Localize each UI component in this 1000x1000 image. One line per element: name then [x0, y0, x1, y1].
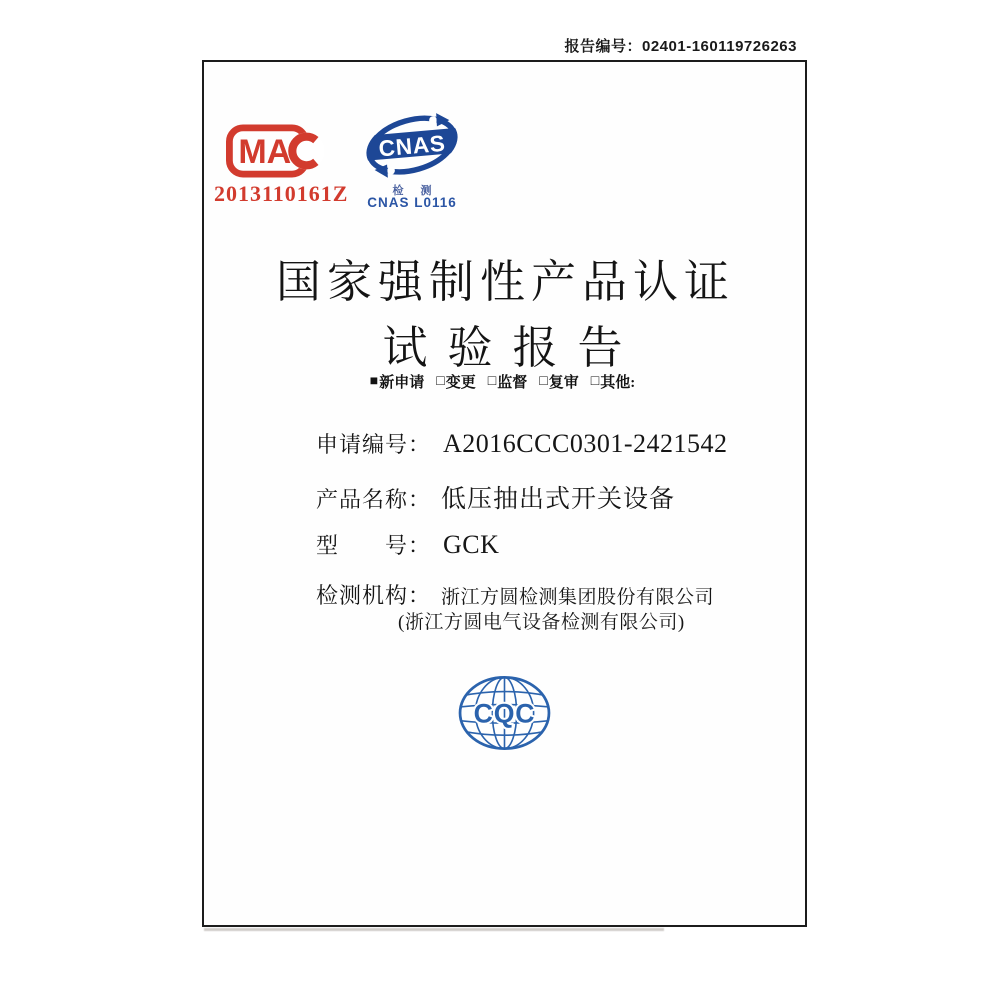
application-number-value: A2016CCC0301-2421542 [443, 429, 728, 458]
cqc-letters: CQC [473, 698, 536, 729]
field-product-name [316, 479, 675, 515]
report-number-label: 报告编号： [564, 38, 642, 55]
cnas-logo-icon [360, 110, 464, 184]
checkbox-label: 监督 [497, 375, 528, 391]
checkbox-unchecked-icon: □ [590, 373, 600, 389]
checkbox-label: 变更 [445, 375, 476, 391]
field-label: 型 号： [316, 533, 432, 558]
checkbox-label: 其他: [600, 375, 636, 391]
document-title-line1: 国家强制性产品认证 [275, 257, 735, 307]
product-name-value: 低压抽出式开关设备 [441, 486, 676, 513]
checkbox-label: 复审 [548, 375, 579, 391]
field-label: 申请编号： [316, 432, 432, 457]
cnas-letters: CNAS [377, 130, 447, 162]
field-model [316, 529, 499, 560]
field-application-number [316, 428, 727, 459]
checkbox-supervision [488, 371, 527, 392]
checkbox-review [539, 371, 578, 392]
report-number-value: 02401-160119726263 [642, 38, 797, 55]
cma-logo-icon [226, 118, 324, 184]
report-number [564, 35, 797, 56]
field-test-organization [316, 579, 714, 610]
cnas-caption: 检 测 [392, 185, 439, 197]
cqc-logo-icon [456, 675, 553, 751]
scan-edge-shadow [204, 928, 664, 931]
model-value: GCK [443, 530, 500, 559]
checkbox-change [436, 371, 475, 392]
cma-letters: MA [238, 133, 292, 172]
cnas-accreditation-number: CNAS L0116 [367, 195, 457, 210]
checkbox-checked-icon: ■ [369, 373, 379, 389]
checkbox-new-application [370, 371, 424, 392]
test-organization-value: 浙江方圆检测集团股份有限公司 [441, 587, 715, 608]
checkbox-unchecked-icon: □ [436, 373, 445, 389]
checkbox-label: 新申请 [379, 375, 425, 391]
field-label: 检测机构： [316, 583, 432, 608]
test-organization-value-line2: (浙江方圆电气设备检测有限公司) [398, 612, 685, 633]
field-label: 产品名称： [316, 487, 432, 512]
checkbox-other [591, 371, 635, 392]
checkbox-unchecked-icon: □ [539, 373, 548, 389]
document-title-line2: 试验报告 [382, 323, 643, 373]
checkbox-unchecked-icon: □ [487, 373, 497, 389]
cma-certificate-number: 2013110161Z [214, 181, 349, 206]
application-type-row [202, 371, 803, 392]
